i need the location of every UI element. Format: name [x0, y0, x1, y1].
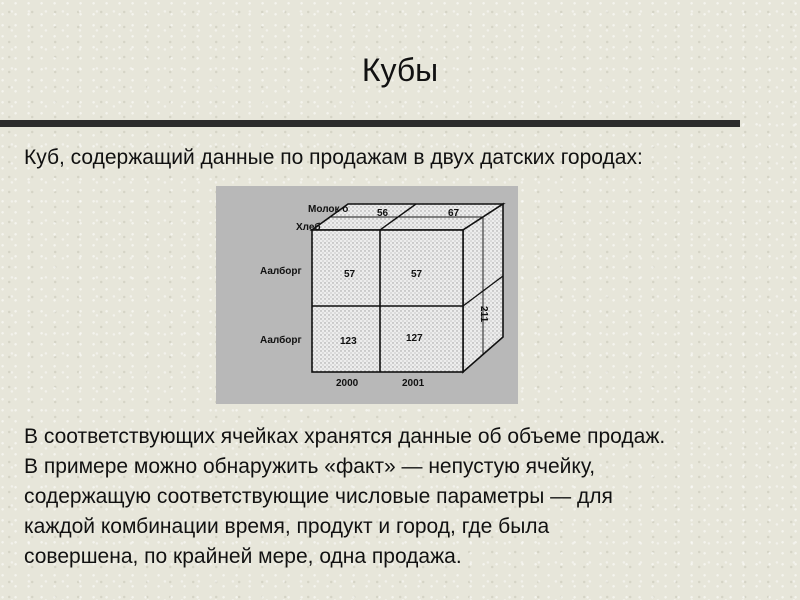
body-line: В соответствующих ячейках хранятся данные об объеме продаж.	[24, 425, 666, 448]
product-label: Хлеб	[296, 222, 321, 233]
cube-diagram	[216, 186, 518, 404]
body-line: совершена, по крайней мере, одна продажа.	[24, 545, 462, 568]
sales-cube-figure	[216, 186, 518, 404]
body-line: каждой комбинации время, продукт и город, где была	[24, 515, 550, 538]
top-value: 56	[377, 208, 389, 219]
body-line: содержащую соответствующие числовые параметры — для	[24, 485, 613, 508]
city-label: Аалборг	[260, 266, 302, 277]
cell-value: 57	[344, 269, 356, 280]
slide-title: Кубы	[361, 52, 439, 88]
year-label: 2000	[336, 378, 359, 389]
cell-value: 123	[340, 336, 357, 347]
body-line: В примере можно обнаружить «факт» — непустую ячейку,	[24, 455, 596, 478]
slide-subtitle: Куб, содержащий данные по продажам в двух датских городах:	[24, 146, 643, 169]
cube-front-face	[312, 230, 463, 372]
body-paragraph	[24, 422, 784, 572]
cell-value: 57	[411, 269, 423, 280]
top-value: 67	[448, 208, 460, 219]
year-label: 2001	[402, 378, 425, 389]
title-divider	[0, 120, 740, 127]
cell-value: 127	[406, 333, 423, 344]
city-label: Аалборг	[260, 335, 302, 346]
product-label: Молок о	[308, 204, 349, 215]
side-value: 211	[478, 306, 489, 323]
